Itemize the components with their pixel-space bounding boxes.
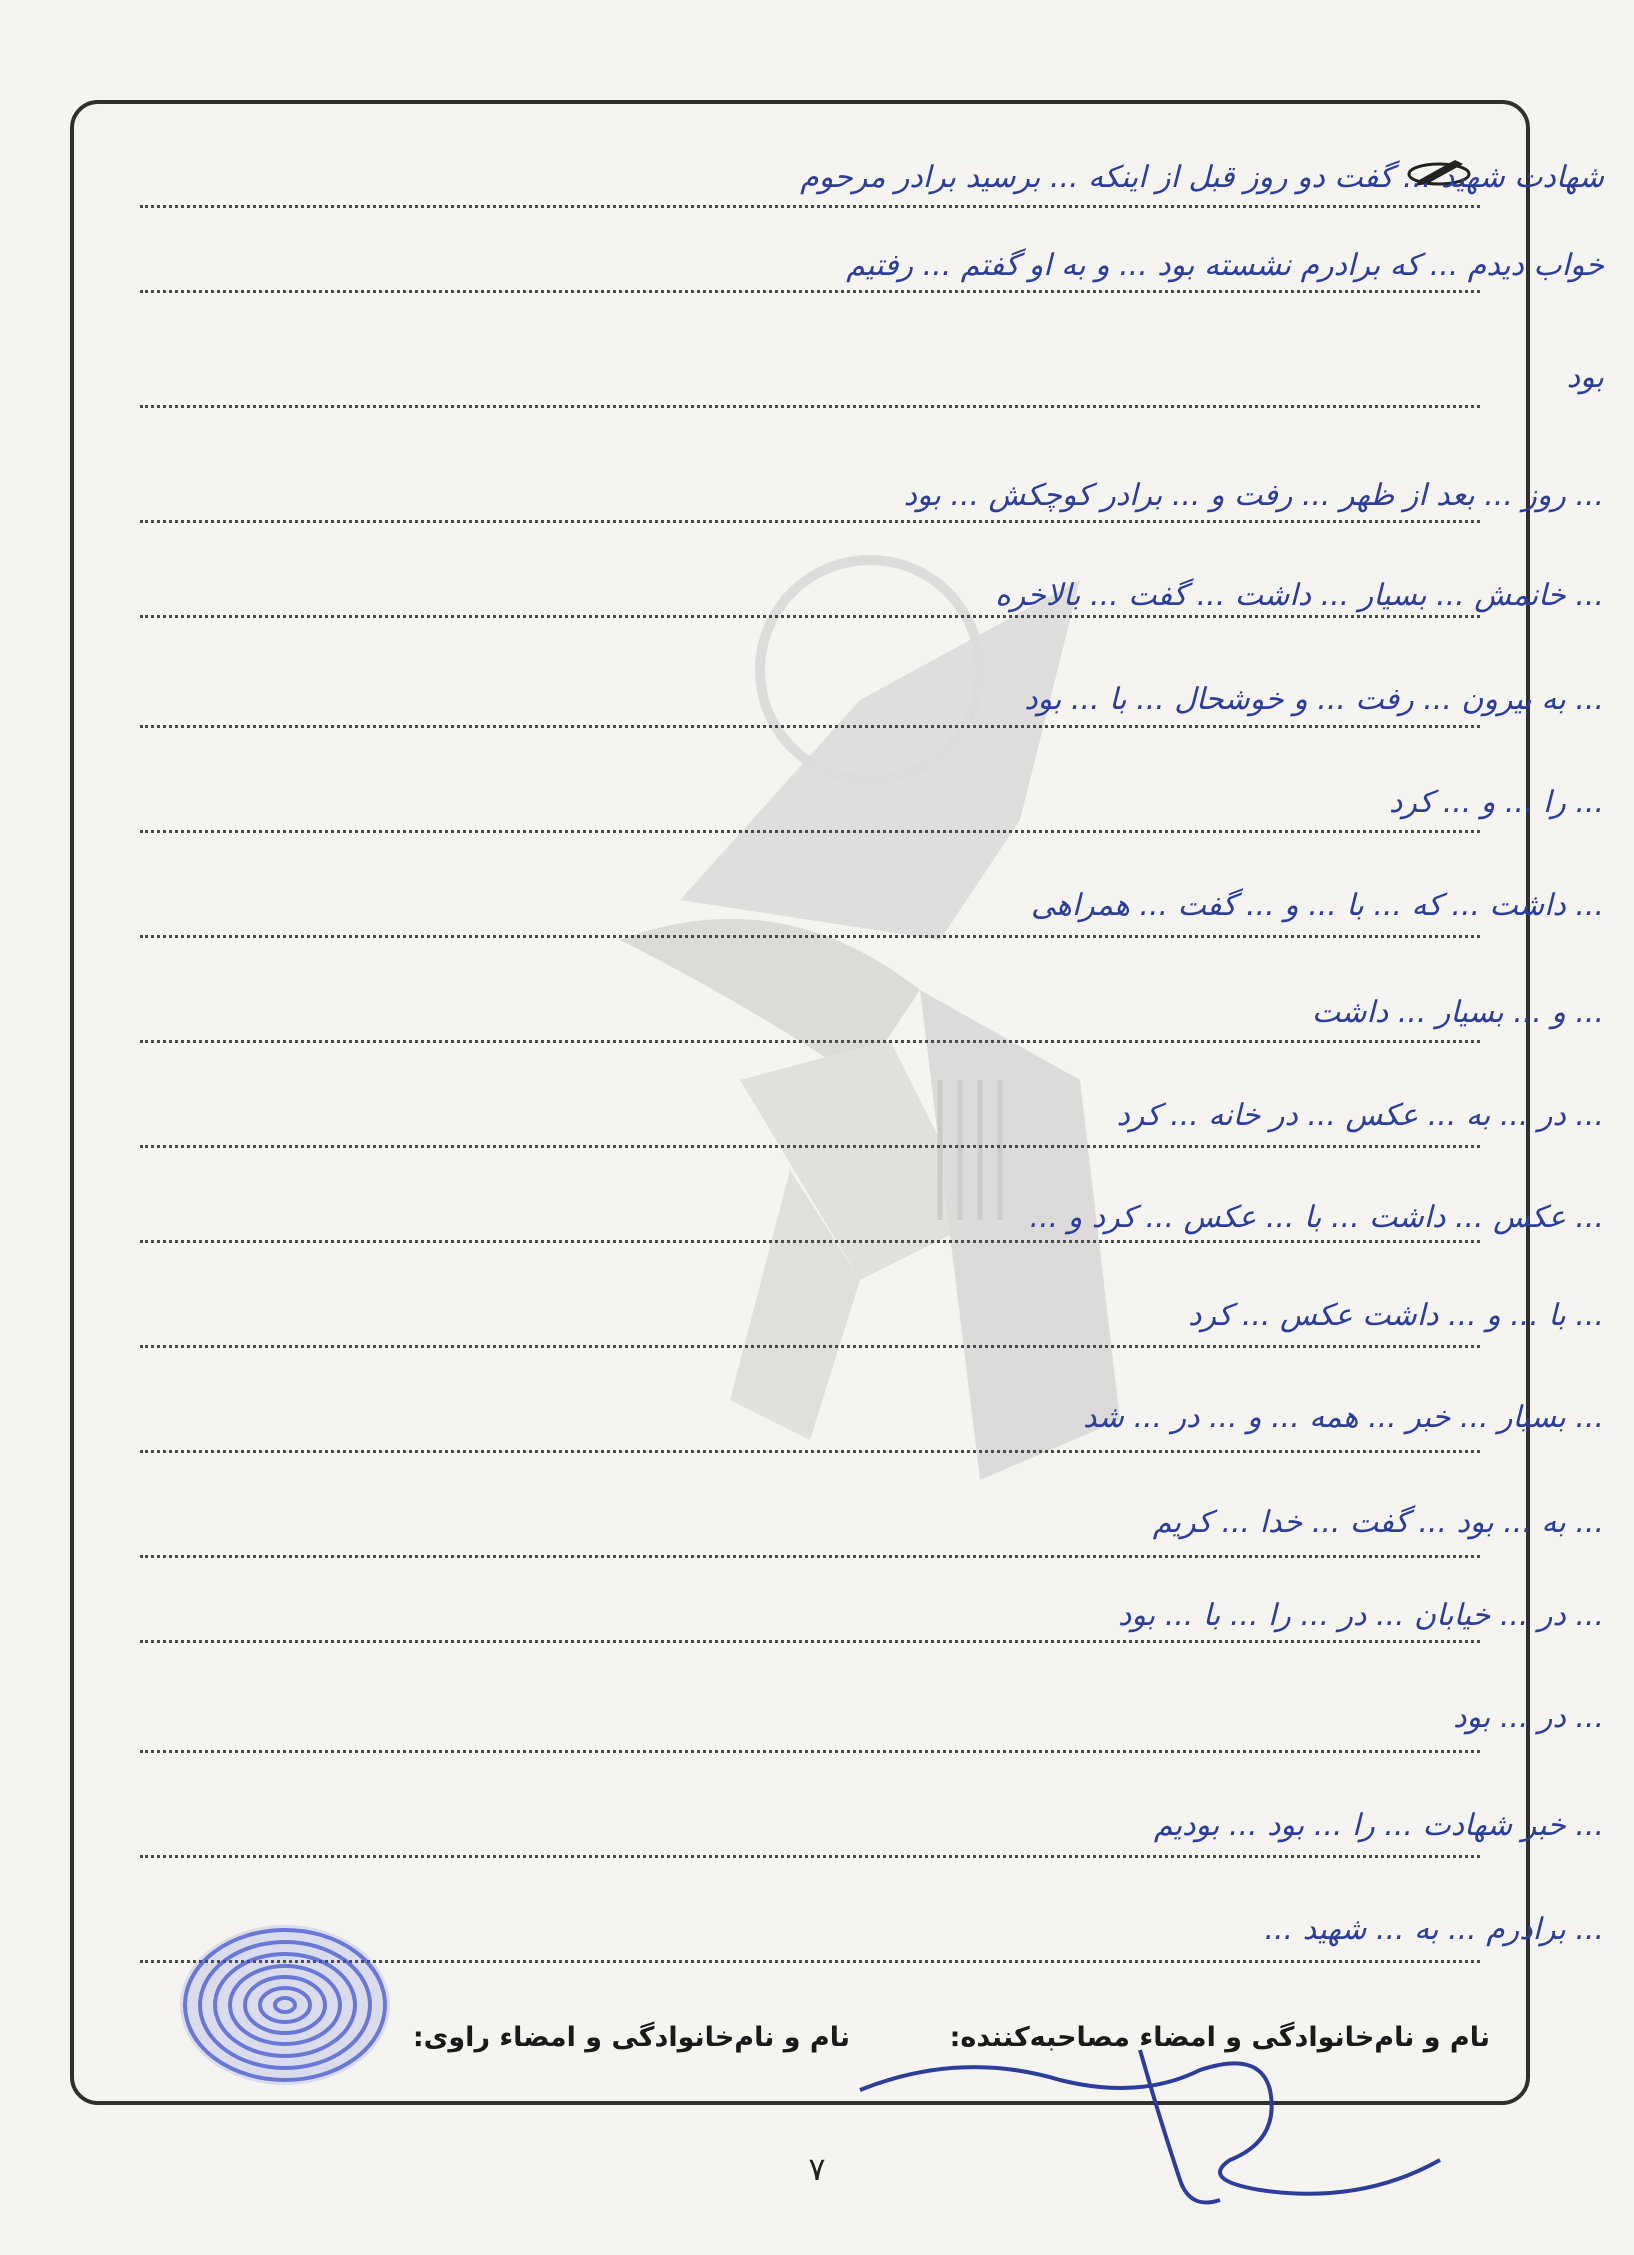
handwritten-line: ... داشت ... که ... با ... و ... گفت ... همراهی — [1031, 888, 1604, 923]
handwritten-line: ... و ... بسیار ... داشت — [1311, 995, 1604, 1030]
handwritten-line: ... برادرم ... به ... شهید ... — [1264, 1912, 1604, 1947]
rule-line — [140, 1450, 1480, 1453]
rule-line — [140, 520, 1480, 523]
page-number: ۷ — [808, 2150, 826, 2188]
rule-line — [140, 1640, 1480, 1643]
rule-line — [140, 1555, 1480, 1558]
handwritten-line: ... با ... و ... داشت عکس ... کرد — [1188, 1298, 1604, 1333]
rule-line — [140, 1240, 1480, 1243]
handwritten-line: خواب دیدم ... که برادرم نشسته بود ... و به او گفتم ... رفتیم — [846, 248, 1604, 283]
handwritten-line: ... عکس ... داشت ... با ... عکس ... کرد و ... — [1029, 1200, 1604, 1235]
handwritten-line: بود — [1566, 360, 1604, 395]
interviewer-signature-label: نام و نام‌خانوادگی و امضاء مصاحبه‌کننده: — [949, 2022, 1490, 2053]
narrator-signature-label: نام و نام‌خانوادگی و امضاء راوی: — [412, 2022, 850, 2053]
rule-line — [140, 725, 1480, 728]
rule-line — [140, 405, 1480, 408]
handwritten-signature — [840, 2030, 1480, 2230]
handwritten-line: ... به بیرون ... رفت ... و خوشحال ... با ... بود — [1024, 682, 1604, 717]
rule-line — [140, 1040, 1480, 1043]
rule-line — [140, 205, 1480, 208]
handwritten-line: ... در ... خیابان ... در ... را ... با ... بود — [1117, 1598, 1604, 1633]
handwritten-line: ... خانمش ... بسیار ... داشت ... گفت ... بالاخره — [995, 578, 1604, 613]
handwritten-line: ... در ... به ... عکس ... در خانه ... کرد — [1116, 1098, 1604, 1133]
handwritten-line: ... خبر شهادت ... را ... بود ... بودیم — [1153, 1808, 1604, 1843]
rule-line — [140, 1750, 1480, 1753]
rule-line — [140, 830, 1480, 833]
rule-line — [140, 1345, 1480, 1348]
handwritten-line: ... بسیار ... خبر ... همه ... و ... در ... شد — [1083, 1400, 1604, 1435]
handwritten-line: شهادت شهید ... گفت دو روز قبل از اینکه ... برسید برادر مرحوم — [800, 160, 1604, 195]
rule-line — [140, 1855, 1480, 1858]
handwritten-line: ... روز ... بعد از ظهر ... رفت و ... برادر کوچکش ... بود — [903, 478, 1604, 513]
rule-line — [140, 290, 1480, 293]
handwritten-line: ... را ... و ... کرد — [1388, 785, 1604, 820]
handwritten-line: ... به ... بود ... گفت ... خدا ... کریم — [1152, 1505, 1604, 1540]
handwritten-line: ... در ... بود — [1453, 1700, 1604, 1735]
rule-line — [140, 935, 1480, 938]
rule-line — [140, 1145, 1480, 1148]
rule-line — [140, 615, 1480, 618]
